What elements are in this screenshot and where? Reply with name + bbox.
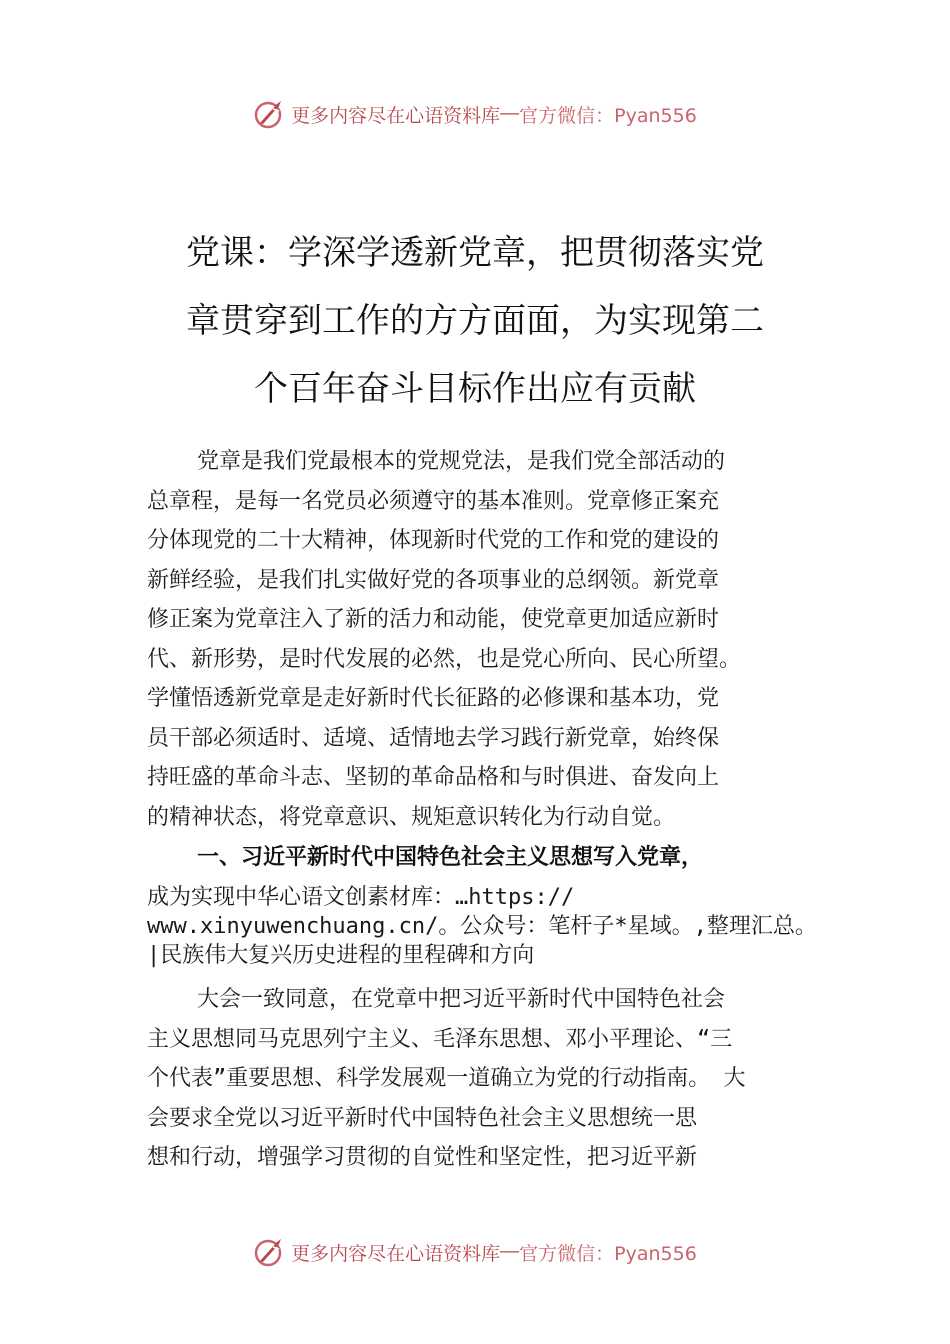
banner-wechat-text: 官方微信：Pyan556 bbox=[519, 104, 697, 127]
paragraph-line: 代、新形势，是时代发展的必然，也是党心所向、民心所望。 bbox=[147, 646, 742, 672]
section-heading: 一、习近平新时代中国特色社会主义思想写入党章， bbox=[197, 845, 704, 870]
second-paragraph bbox=[147, 980, 817, 1178]
banner-main-text: 更多内容尽在心语资料库 bbox=[291, 104, 501, 127]
paragraph-line: 持旺盛的革命斗志、坚韧的革命品格和与时俱进、奋发向上 bbox=[147, 765, 720, 790]
paragraph-line: 党章是我们党最根本的党规党法，是我们党全部活动的 bbox=[197, 449, 726, 474]
header-banner bbox=[0, 94, 950, 134]
title-line: 个百年奋斗目标作出应有贡献 bbox=[254, 368, 696, 409]
paragraph-line: 大会一致同意，在党章中把习近平新时代中国特色社会 bbox=[197, 987, 726, 1012]
banner-dash: — bbox=[500, 1241, 520, 1262]
document-title bbox=[150, 219, 800, 423]
paragraph-line: 主义思想同马克思列宁主义、毛泽东思想、邓小平理论、“三 bbox=[147, 1026, 733, 1052]
paragraph-line: 想和行动，增强学习贯彻的自觉性和坚定性，把习近平新 bbox=[147, 1145, 698, 1170]
paragraph-line: 学懂悟透新党章是走好新时代长征路的必修课和基本功，党 bbox=[147, 686, 720, 711]
title-line: 党课：学深学透新党章，把贯彻落实党 bbox=[186, 232, 764, 273]
paragraph-line: 修正案为党章注入了新的活力和动能，使党章更加适应新时 bbox=[147, 607, 720, 632]
paragraph-line: 会要求全党以习近平新时代中国特色社会主义思想统一思 bbox=[147, 1105, 698, 1131]
footer-banner bbox=[0, 1232, 950, 1272]
watermark-line: www.xinyuwenchuang.cn/。公众号：笔杆子*星域。,整理汇总。 bbox=[147, 914, 817, 939]
intro-paragraph bbox=[147, 442, 817, 837]
paragraph-line: 总章程，是每一名党员必须遵守的基本准则。党章修正案充 bbox=[147, 488, 720, 514]
paragraph-line: 的精神状态，将党章意识、规矩意识转化为行动自觉。 bbox=[147, 804, 676, 830]
quill-pen-icon bbox=[253, 97, 287, 131]
paragraph-line: 新鲜经验，是我们扎实做好党的各项事业的总纲领。新党章 bbox=[147, 567, 720, 593]
banner-main-text: 更多内容尽在心语资料库 bbox=[291, 1242, 501, 1265]
watermark-line: 成为实现中华心语文创素材库：…https:// bbox=[147, 885, 575, 910]
quill-pen-icon bbox=[253, 1235, 287, 1269]
banner-wechat-text: 官方微信：Pyan556 bbox=[519, 1242, 697, 1265]
title-line: 章贯穿到工作的方方面面，为实现第二 bbox=[186, 300, 764, 341]
paragraph-line: 员干部必须适时、适境、适情地去学习践行新党章，始终保 bbox=[147, 725, 720, 751]
paragraph-line: 个代表”重要思想、科学发展观一道确立为党的行动指南。 大 bbox=[147, 1066, 746, 1091]
watermark-text-block bbox=[147, 883, 867, 970]
banner-dash: — bbox=[500, 103, 520, 124]
paragraph-line: 分体现党的二十大精神，体现新时代党的工作和党的建设的 bbox=[147, 528, 720, 553]
watermark-line: |民族伟大复兴历史进程的里程碑和方向 bbox=[147, 943, 535, 968]
